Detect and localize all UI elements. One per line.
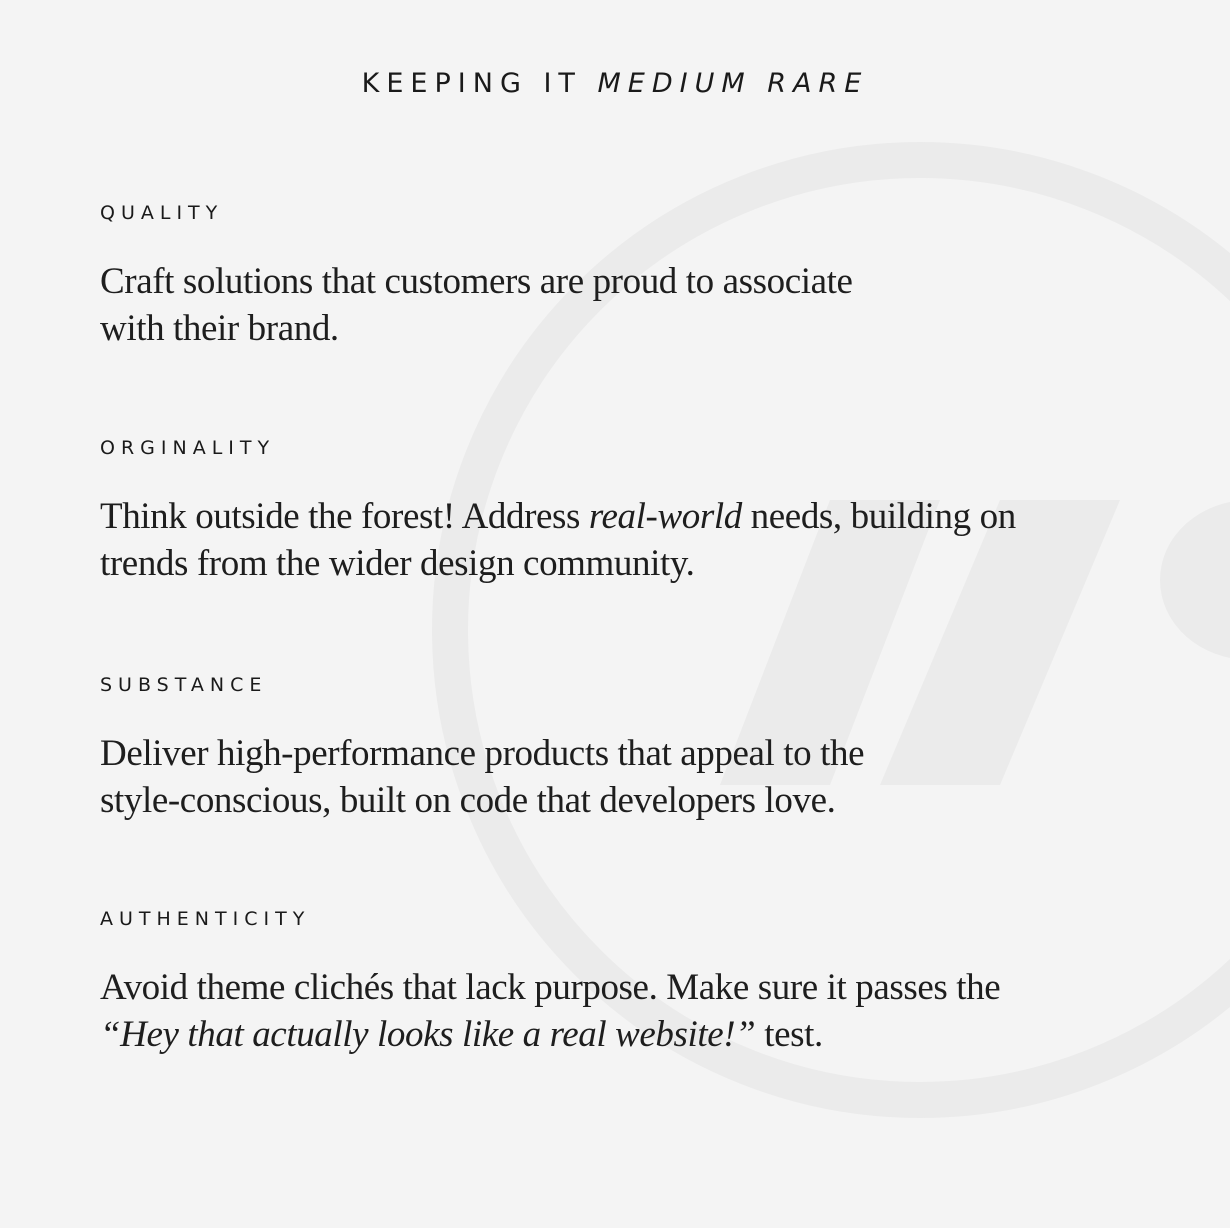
originality-line-2: trends from the wider design community. [100, 543, 695, 584]
authenticity-line-1: Avoid theme clichés that lack purpose. Make sure it passes the [100, 967, 1001, 1008]
section-heading-quality: QUALITY [100, 202, 224, 224]
substance-line-2: style-conscious, built on code that developers love. [100, 780, 836, 821]
authenticity-line-2-end: test. [755, 1014, 823, 1055]
section-body-substance [100, 730, 1080, 824]
section-heading-substance: SUBSTANCE [100, 674, 268, 696]
page-title [0, 68, 1230, 99]
originality-emphasis: real-world [588, 496, 742, 537]
section-heading-authenticity: AUTHENTICITY [100, 908, 311, 930]
page-title-prefix: KEEPING IT [361, 68, 582, 99]
originality-line-1-start: Think outside the forest! Address [100, 496, 589, 537]
section-substance [100, 674, 1080, 824]
quality-line-1: Craft solutions that customers are proud to associate [100, 261, 853, 302]
section-quality [100, 202, 1080, 352]
substance-line-1: Deliver high-performance products that appeal to the [100, 733, 865, 774]
originality-line-1-end: needs, building on [741, 496, 1016, 537]
section-body-authenticity [100, 964, 1080, 1058]
quality-line-2: with their brand. [100, 308, 339, 349]
authenticity-quote: “Hey that actually looks like a real website!” [100, 1014, 756, 1055]
section-body-quality [100, 258, 1080, 352]
section-authenticity [100, 908, 1080, 1058]
section-heading-originality: ORGINALITY [100, 437, 276, 459]
section-body-originality [100, 493, 1080, 587]
section-originality [100, 437, 1080, 587]
page-title-emphasis: MEDIUM RARE [597, 68, 869, 99]
